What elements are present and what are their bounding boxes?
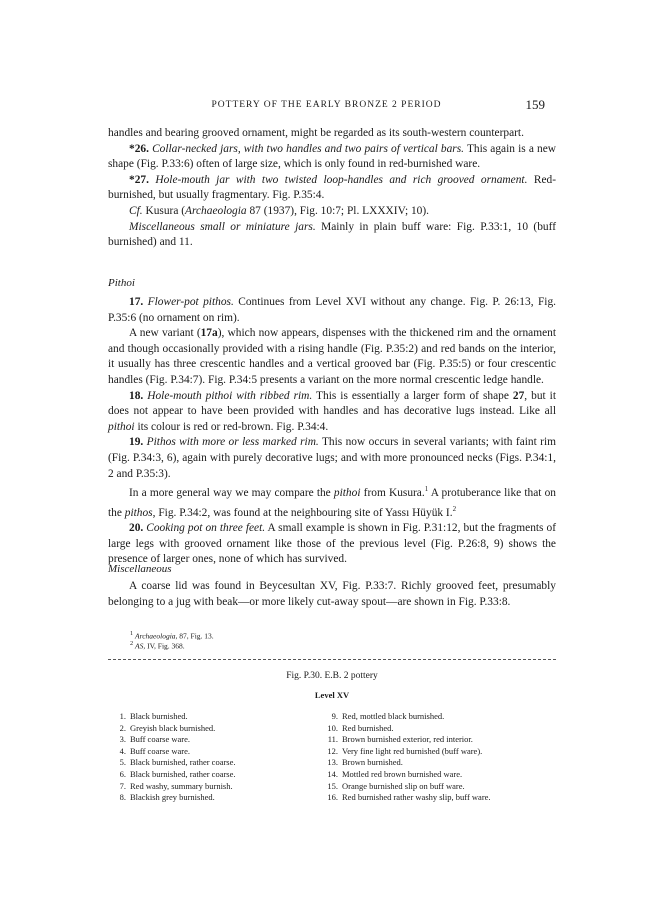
caption-item: 2. Greyish black burnished. xyxy=(119,722,216,733)
footnote-ref-1[interactable]: 1 xyxy=(424,485,429,494)
caption-item: 10. Red burnished. xyxy=(327,722,394,733)
continuation-paragraph: handles and bearing grooved ornament, might be regarded as its south-western counterpart. xyxy=(108,127,524,139)
shape-17-paragraph: 17. Flower-pot pithos. Continues from Level XVI without any change. Fig. P. 26:13, Fig. P.35:6 (no ornament on rim). xyxy=(108,296,556,324)
miscellaneous-text-block xyxy=(108,579,556,610)
footnote-ref-2[interactable]: 2 xyxy=(452,504,457,513)
shape-18-paragraph: 18. Hole-mouth pithoi with ribbed rim. This is essentially a larger form of shape 27, but it does not appear to have been provided with handles and has decorative lugs instead. Like all pithoi its colour is red or red-brown. Fig. P.34:4. xyxy=(108,389,556,433)
shape-26-paragraph: *26. Collar-necked jars, with two handles and two pairs of vertical bars. This again is a new shape (Fig. P.33:6) often of large size, which is only found in red-burnished ware. xyxy=(108,142,556,171)
caption-list-right xyxy=(320,711,491,804)
caption-item: 5. Black burnished, rather coarse. xyxy=(119,757,236,768)
pithoi-heading: Pithoi xyxy=(108,277,135,289)
figure-divider xyxy=(108,659,556,660)
caption-item: 1. Black burnished. xyxy=(119,711,188,721)
miscellaneous-jars-paragraph: Miscellaneous small or miniature jars. Mainly in plain buff ware: Fig. P.33:1, 10 (buff burnished) and 11. xyxy=(108,220,556,249)
caption-item: 15. Orange burnished slip on buff ware. xyxy=(327,780,465,791)
figure-caption: Fig. P.30. E.B. 2 pottery xyxy=(286,671,378,681)
caption-item: 14. Mottled red brown burnished ware. xyxy=(327,768,463,779)
caption-list-left xyxy=(108,711,236,804)
caption-item: 4. Buff coarse ware. xyxy=(119,745,191,756)
miscellaneous-paragraph: A coarse lid was found in Beycesultan XV, Fig. P.33:7. Richly grooved feet, presumably belonging to a jug with beak—or more likely cut-away spout—are shown in Fig. P.33:8. xyxy=(108,580,556,608)
caption-item: 8. Blackish grey burnished. xyxy=(119,792,215,803)
cf-kusura-paragraph: Cf. Kusura (Archaeologia 87 (1937), Fig. 10:7; Pl. LXXXIV; 10). xyxy=(129,204,429,217)
caption-item: 12. Very fine light red burnished (buff ware). xyxy=(327,745,483,756)
shapes-text-block xyxy=(108,126,556,251)
shape-27-paragraph: *27. Hole-mouth jar with two twisted loop-handles and rich grooved ornament. Red-burnished, but usually fragmentary. Fig. P.35:4. xyxy=(108,173,556,202)
pithoi-text-block xyxy=(108,295,556,568)
footnote-1: $^1$ Archaeologia, 87, Fig. 13. xyxy=(130,630,214,641)
caption-item: 13. Brown burnished. xyxy=(327,757,403,768)
shape-17a-paragraph: A new variant (17a), which now appears, dispenses with the thickened rim and the ornament and though occasionally provided with a rising handle (Fig. P.35:2) and red bands on the interior, it usually has three crescentic handles and a vertical grooved bar (Fig. P.35:5) or four crescentic handles (Fig. P.34:7). Fig. P.34:5 presents a variant on the more normal crescentic ledge handle. xyxy=(108,327,556,386)
page-number: 159 xyxy=(525,97,545,112)
shape-19-paragraph: 19. Pithos with more or less marked rim. This now occurs in several variants; with faint rim (Fig. P.34:3, 6), again with purely decorative lugs; and with more pronounced necks (Figs. P.34:1, 2 and P.35:3). xyxy=(108,436,556,480)
running-title: POTTERY OF THE EARLY BRONZE 2 PERIOD xyxy=(211,100,442,110)
figure-level-label: Level XV xyxy=(314,690,350,700)
miscellaneous-heading: Miscellaneous xyxy=(108,563,172,575)
caption-item: 7. Red washy, summary burnish. xyxy=(119,780,233,791)
comparison-paragraph: In a more general way we may compare the pithoi from Kusura.$^1$ A protuberance like that on the pithos, Fig. P.34:2, was found at the neighbouring site of Yassı Hüyük I.$^2$ xyxy=(108,485,556,519)
footnote-2: $^2$ AS, IV, Fig. 368. xyxy=(130,640,185,651)
running-header xyxy=(108,97,545,116)
caption-item: 3. Buff coarse ware. xyxy=(119,734,191,745)
caption-item: 16. Red burnished rather washy slip, buff ware. xyxy=(327,792,491,803)
caption-item: 11. Brown burnished exterior, red interior. xyxy=(327,734,473,745)
shape-20-paragraph: 20. Cooking pot on three feet. A small example is shown in Fig. P.31:12, but the fragments of large legs with grooved ornament like those of the previous level (Fig. P.26:8, 9) shows the presence of larger ones, none of which has survived. xyxy=(108,521,556,566)
caption-item: 6. Black burnished, rather coarse. xyxy=(119,768,236,779)
caption-item: 9. Red, mottled black burnished. xyxy=(331,711,445,721)
